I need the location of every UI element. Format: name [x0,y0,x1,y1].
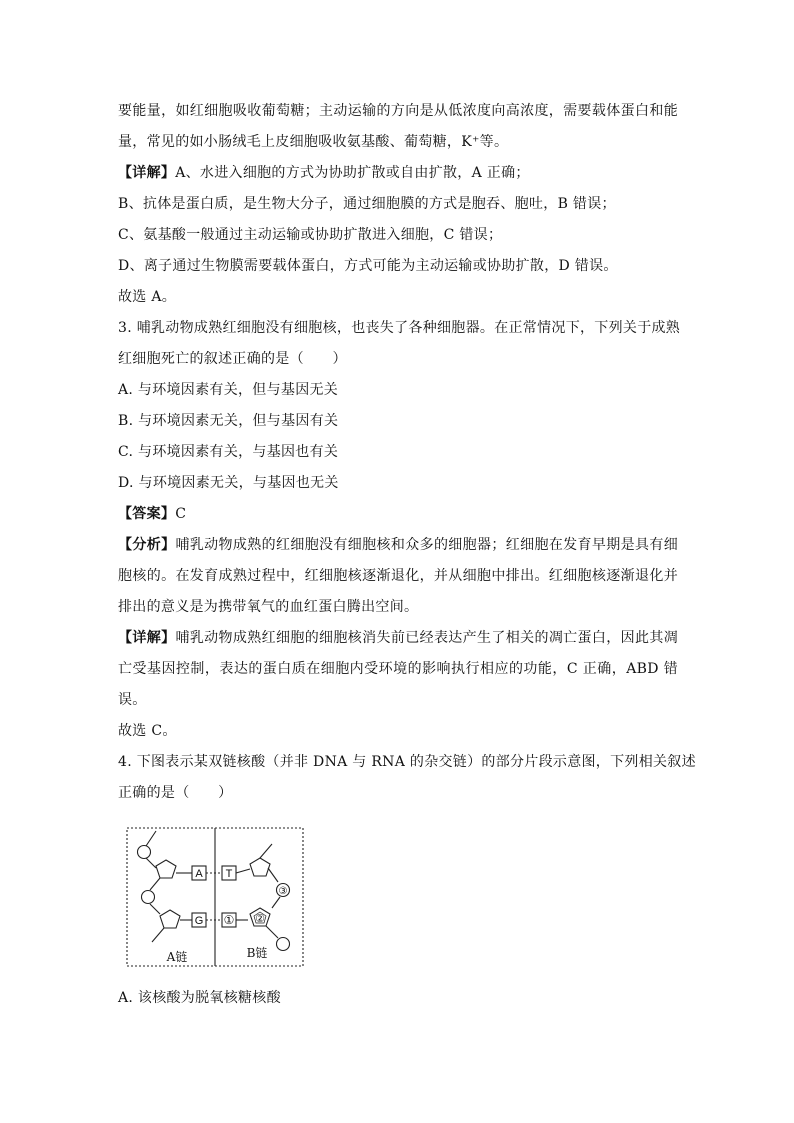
text-line [118,685,678,716]
circle-label-2: ② [255,913,265,925]
line-text: 亡受基因控制，表达的蛋白质在细胞内受环境的影响执行相应的功能，C 正确，ABD 错 [118,661,678,677]
text-line [118,375,678,406]
line-text: 哺乳动物成熟红细胞的细胞核消失前已经表达产生了相关的凋亡蛋白，因此其凋 [175,630,679,646]
text-line [118,220,678,251]
text-line [118,96,678,127]
text-line [118,561,678,592]
sugar-pentagon [156,860,176,878]
line-text: 正确的是（ ） [118,785,233,801]
line-text: 4. 下图表示某双链核酸（并非 DNA 与 RNA 的杂交链）的部分片段示意图，下列相关叙述 [118,754,696,770]
strand-a-label: A链 [166,950,188,964]
text-line [118,406,678,437]
circle-label-1: ① [223,913,235,927]
phosphate-circle [138,846,151,859]
phosphate-circle [142,891,155,904]
text-line [118,127,678,158]
line-text: 故选 A。 [118,289,177,305]
base-g-label: G [194,915,204,927]
line-text: A. 与环境因素有关，但与基因无关 [118,382,339,398]
text-line [118,437,678,468]
text-line [118,468,678,499]
line-text: C. 与环境因素有关，与基因也有关 [118,444,339,460]
line-text: B. 与环境因素无关，但与基因有关 [118,413,339,429]
line-text: 故选 C。 [118,723,177,739]
base-a-label: A [195,868,203,880]
text-line [118,716,678,747]
text-line [118,344,678,375]
line-text: 红细胞死亡的叙述正确的是（ ） [118,351,347,367]
strand-b-label: B链 [246,946,268,960]
text-line [118,778,678,809]
line-text: 胞核的。在发育成熟过程中，红细胞核逐渐退化，并从细胞中排出。红细胞核逐渐退化并 [118,568,678,584]
base-t-label: T [225,868,233,880]
line-text: C [175,506,187,522]
text-line [118,282,678,313]
circle-label-3: ③ [278,886,288,897]
text-line [118,499,678,530]
sugar-pentagon [160,910,180,928]
question-4-options [118,983,678,1014]
nucleic-acid-diagram [126,826,306,970]
text-line [118,592,678,623]
line-text: 误。 [118,692,147,708]
line-text: 排出的意义是为携带氧气的血红蛋白腾出空间。 [118,599,419,615]
text-line [118,313,681,344]
section-label: 【答案】 [118,506,176,522]
line-text: B、抗体是蛋白质，是生物大分子，通过细胞膜的方式是胞吞、胞吐，B 错误； [118,196,616,212]
line-text: 要能量，如红细胞吸收葡萄糖；主动运输的方向是从低浓度向高浓度，需要载体蛋白和能 [118,103,678,119]
text-line [118,530,678,561]
section-label: 【详解】 [118,165,176,181]
line-text: 3. 哺乳动物成熟红细胞没有细胞核，也丧失了各种细胞器。在正常情况下，下列关于成熟 [118,320,681,336]
sugar-pentagon [250,858,270,876]
section-label: 【详解】 [118,630,176,646]
question-4-option-a: A. 该核酸为脱氧核糖核酸 [118,990,281,1006]
line-text: C、氨基酸一般通过主动运输或协助扩散进入细胞，C 错误； [118,227,503,243]
text-line [118,158,678,189]
line-text: D. 与环境因素无关，与基因也无关 [118,475,339,491]
line-text: 量，常见的如小肠绒毛上皮细胞吸收氨基酸、葡萄糖，K⁺等。 [118,134,509,150]
line-text: 哺乳动物成熟的红细胞没有细胞核和众多的细胞器；红细胞在发育早期是具有细 [175,537,679,553]
strand-a-box [127,828,215,966]
text-line [118,623,678,654]
text-line [118,654,678,685]
line-text: A、水进入细胞的方式为协助扩散或自由扩散，A 正确； [175,165,530,181]
text-line [118,747,696,778]
line-text: D、离子通过生物膜需要载体蛋白，方式可能为主动运输或协助扩散，D 错误。 [118,258,618,274]
text-line [118,189,678,220]
document-body [118,96,696,809]
section-label: 【分析】 [118,537,176,553]
phosphate-circle [277,938,290,951]
text-line [118,251,678,282]
